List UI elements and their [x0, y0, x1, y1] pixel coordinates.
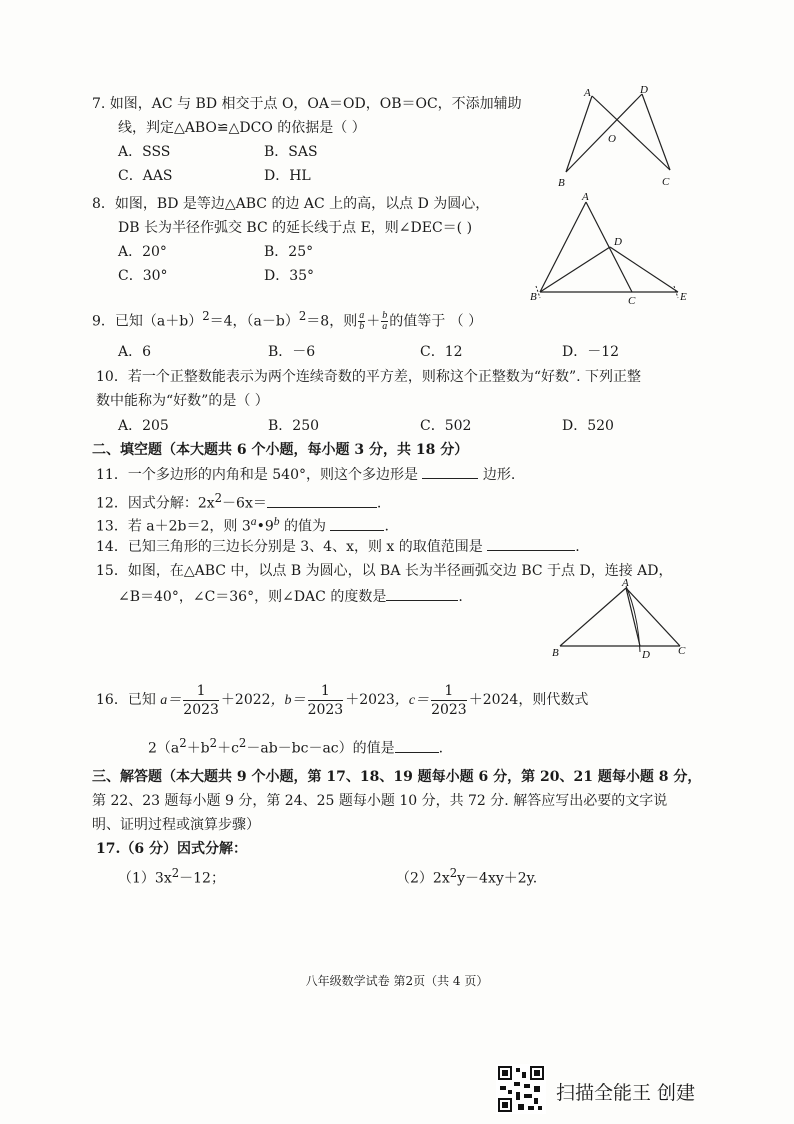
q16-l2-d: －ab－bc－ac）的值是 [246, 740, 395, 757]
q16-fraction-c: $\frac{1}{2023}$ [431, 682, 467, 718]
q10-option-c: C．502 [420, 418, 472, 434]
q14-text: 14．已知三角形的三边长分别是 3、4、x，则 x 的取值范围是 [96, 539, 483, 555]
qr-code-icon [496, 1064, 546, 1114]
q8-option-a: A．20° [118, 244, 167, 260]
q9-option-d: D．－12 [562, 344, 620, 360]
section-3-line2: 第 22、23 题每小题 9 分，第 24、25 题每小题 10 分，共 72 分. 解答应写出必要的文字说 [92, 793, 668, 809]
q16-l2-b: ＋b [186, 740, 210, 757]
q8-label-b: B [530, 291, 537, 303]
q13-suffix: . [384, 518, 389, 535]
q7-figure [550, 84, 700, 194]
q7-line2: 线，判定△ABO≌△DCO 的依据是（ ） [118, 120, 366, 136]
q9-stem [92, 302, 482, 336]
q7-option-d: D．HL [264, 168, 311, 184]
q10-option-d: D．520 [562, 418, 614, 434]
q17-p2-tail: y－4xy＋2y. [457, 870, 538, 887]
q11-answer-blank[interactable] [422, 464, 478, 479]
q16-lead: 16．已知 [96, 692, 156, 708]
q15-suffix: . [458, 589, 463, 605]
q8-option-d: D．35° [264, 268, 315, 284]
q13-mid: 的值为 [279, 518, 327, 535]
q12-suffix: . [376, 495, 382, 512]
q9-sup1: 2 [202, 309, 210, 323]
scanner-brand-text: 扫描全能王 创建 [556, 1082, 696, 1104]
q15-label-b: B [552, 647, 559, 659]
q11-text: 11．一个多边形的内角和是 540°，则这个多边形是 [96, 467, 418, 483]
q9-sup2: 2 [298, 309, 307, 323]
q14-suffix: . [575, 539, 580, 555]
q12-mid: －6x＝ [222, 495, 267, 512]
q15-label-c: C [678, 645, 686, 657]
q16-fraction-a: $\frac{1}{2023}$ [183, 682, 219, 718]
q7-label-d: D [640, 84, 648, 96]
q12 [96, 488, 381, 514]
q16-sup-2: 2 [209, 736, 218, 750]
q7-label-a: A [584, 87, 591, 99]
q17-part1 [118, 863, 225, 889]
q9-fraction-a-over-b: $\frac{a}{b}$ [359, 310, 365, 333]
q8-label-c: C [628, 295, 636, 307]
q16-sup-1: 2 [179, 736, 187, 750]
q16-fraction-b: $\frac{1}{2023}$ [307, 682, 344, 718]
q17-part2 [396, 863, 537, 889]
q15-label-d: D [642, 649, 650, 660]
q13-sup-a: a [250, 515, 257, 528]
q12-sup: 2 [214, 491, 223, 505]
q9-mid1: ＝4，（a－b） [209, 313, 299, 330]
q8-line1: 8．如图，BD 是等边△ABC 的边 AC 上的高，以点 D 为圆心， [92, 196, 490, 212]
q8-line2: DB 长为半径作弧交 BC 的延长线于点 E，则∠DEC＝( ) [118, 220, 473, 236]
page-footer: 八年级数学试卷 第2页（共 4 页） [305, 974, 489, 988]
q16-a-add: ＋2022 [220, 692, 271, 708]
q16-tail: ，则代数式 [518, 692, 589, 708]
q13 [96, 512, 389, 537]
q13-dot: •9 [256, 518, 274, 535]
q17-title: 17.（6 分）因式分解： [96, 841, 247, 857]
q15-answer-blank[interactable] [386, 586, 458, 601]
q16-line2 [148, 733, 443, 759]
q9-tail: 的值等于 （ ） [389, 313, 483, 330]
q14 [96, 536, 580, 557]
q8-option-c: C．30° [118, 268, 168, 284]
q16-suffix: . [438, 740, 444, 757]
q7-line1: 7. 如图，AC 与 BD 相交于点 O，OA＝OD，OB＝OC，不添加辅助 [92, 96, 522, 112]
q8-figure [528, 190, 700, 308]
q15-line1: 15．如图，在△ABC 中，以点 B 为圆心，以 BA 长为半径画弧交边 BC 于点 D，连接 AD， [96, 563, 673, 579]
q13-sup-b: b [273, 515, 280, 528]
q7-option-b: B．SAS [264, 144, 318, 160]
q7-label-c: C [662, 176, 670, 188]
q16-line1 [96, 680, 588, 721]
q11 [96, 464, 515, 485]
q17-p2-sup: 2 [449, 866, 458, 880]
q17-p2-text: （2）2x [396, 870, 450, 887]
q16-a-eq: a＝ [160, 693, 182, 708]
q15-line2-text: ∠B＝40°，∠C＝36°，则∠DAC 的度数是 [118, 589, 387, 605]
q13-text: 13．若 a＋2b＝2，则 3 [96, 518, 251, 535]
section-3-line3: 明、证明过程或演算步骤） [92, 817, 260, 833]
q9-option-b: B．－6 [268, 344, 316, 360]
q9-lead: 9．已知（a＋b） [92, 313, 203, 330]
q17-p1-tail: －12； [179, 870, 225, 887]
q17-p1-sup: 2 [171, 866, 180, 880]
q9-mid2: ＝8，则 [306, 313, 358, 330]
q14-answer-blank[interactable] [487, 536, 575, 551]
q13-answer-blank[interactable] [330, 516, 384, 531]
section-3-heading: 三、解答题（本大题共 9 个小题，第 17、18、19 题每小题 6 分，第 20、21 题每小题 8 分， [92, 769, 702, 785]
q9-plus: ＋ [366, 313, 381, 330]
section-2-heading: 二、填空题（本大题共 6 个小题，每小题 3 分，共 18 分） [92, 442, 469, 458]
q16-answer-blank[interactable] [395, 738, 439, 753]
q15-line2 [118, 586, 463, 607]
q9-option-c: C．12 [420, 344, 463, 360]
q8-label-d: D [614, 236, 622, 248]
q7-label-b: B [558, 177, 565, 189]
q7-option-a: A．SSS [118, 144, 171, 160]
q10-option-a: A．205 [118, 418, 169, 434]
q15-label-a: A [622, 578, 629, 589]
q16-c-eq: ，c＝ [394, 693, 430, 708]
q17-p1-text: （1）3x [118, 870, 172, 887]
q7-label-o: O [608, 133, 616, 145]
section-3-line1 [92, 767, 701, 787]
q8-label-e: E [680, 291, 687, 303]
q8-option-b: B．25° [264, 244, 314, 260]
q10-line2: 数中能称为“好数”的是（ ） [96, 393, 269, 409]
q16-l2-c: ＋c [217, 740, 239, 757]
q16-l2-a: 2（a [148, 740, 180, 757]
q10-option-b: B．250 [268, 418, 320, 434]
q7-option-c: C．AAS [118, 168, 173, 184]
q12-text: 12．因式分解：2x [96, 495, 215, 512]
q16-sup-3: 2 [238, 736, 247, 750]
q11-suffix: 边形. [482, 467, 516, 483]
q16-c-add: ＋2024 [468, 692, 519, 708]
q12-answer-blank[interactable] [267, 493, 377, 508]
q16-b-add: ＋2023 [345, 692, 395, 708]
q8-label-a: A [582, 191, 589, 203]
q9-fraction-b-over-a: $\frac{b}{a}$ [382, 310, 388, 333]
q15-figure [546, 578, 698, 660]
q16-b-eq: ，b＝ [270, 693, 306, 708]
q10-line1: 10．若一个正整数能表示为两个连续奇数的平方差，则称这个正整数为“好数”. 下列正整 [96, 369, 642, 385]
q9-option-a: A．6 [118, 344, 152, 360]
